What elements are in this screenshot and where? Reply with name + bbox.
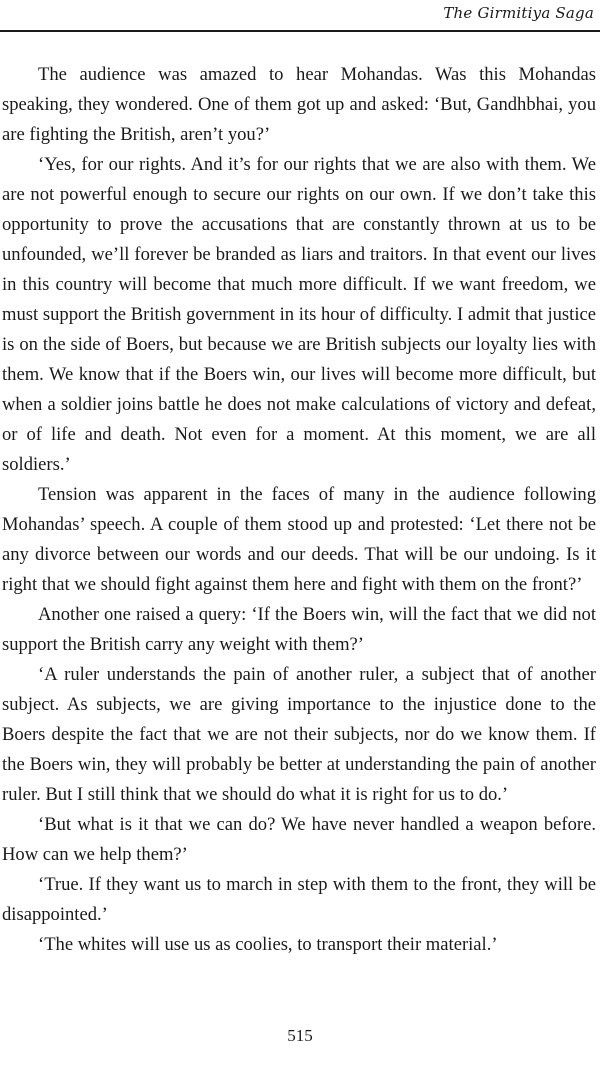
paragraph: ‘A ruler understands the pain of another ruler, a subject that of another subject. As subjects, we are giving importance to the injustice done to the Boers despite the fact that we are not their subjects, nor do we know them. If the Boers win, they will probably be better at understanding the pain of another ruler. But I still think that we should do what it is right for us to do.’ (2, 664, 596, 805)
page-number: 515 (287, 1026, 313, 1045)
paragraph: ‘The whites will use us as coolies, to transport their material.’ (38, 934, 498, 955)
paragraph: The audience was amazed to hear Mohandas. Was this Mohandas speaking, they wondered. One of them got up and asked: ‘But, Gandhbhai, you are fighting the British, aren’t you?’ (2, 64, 596, 145)
header-rule (0, 30, 600, 32)
paragraph: ‘True. If they want us to march in step with them to the front, they will be disappointed.’ (2, 874, 596, 925)
paragraph: ‘Yes, for our rights. And it’s for our rights that we are also with them. We are not powerful enough to secure our rights on our own. If we don’t take this opportunity to prove the accusations that are constantly thrown at us to be unfounded, we’ll forever be branded as liars and traitors. In that event our lives in this country will become that much more difficult. If we want freedom, we must support the British government in its hour of difficulty. I admit that justice is on the side of Boers, but because we are British subjects our loyalty lies with them. We know that if the Boers win, our lives will become more difficult, but when a soldier joins battle he does not make calculations of victory and defeat, or of life and death. Not even for a moment. At this moment, we are all soldiers.’ (2, 154, 596, 475)
paragraph: ‘But what is it that we can do? We have never handled a weapon before. How can we help them?’ (2, 814, 596, 865)
paragraph: Tension was apparent in the faces of many in the audience following Mohandas’ speech. A couple of them stood up and protested: ‘Let there not be any divorce between our words and our deeds. That will be our undoing. Is it right that we should fight against them here and fight with them on the front?’ (2, 484, 596, 595)
body-text (2, 60, 596, 960)
paragraph: Another one raised a query: ‘If the Boers win, will the fact that we did not support the British carry any weight with them?’ (2, 604, 596, 655)
running-title: The Girmitiya Saga (443, 4, 594, 22)
